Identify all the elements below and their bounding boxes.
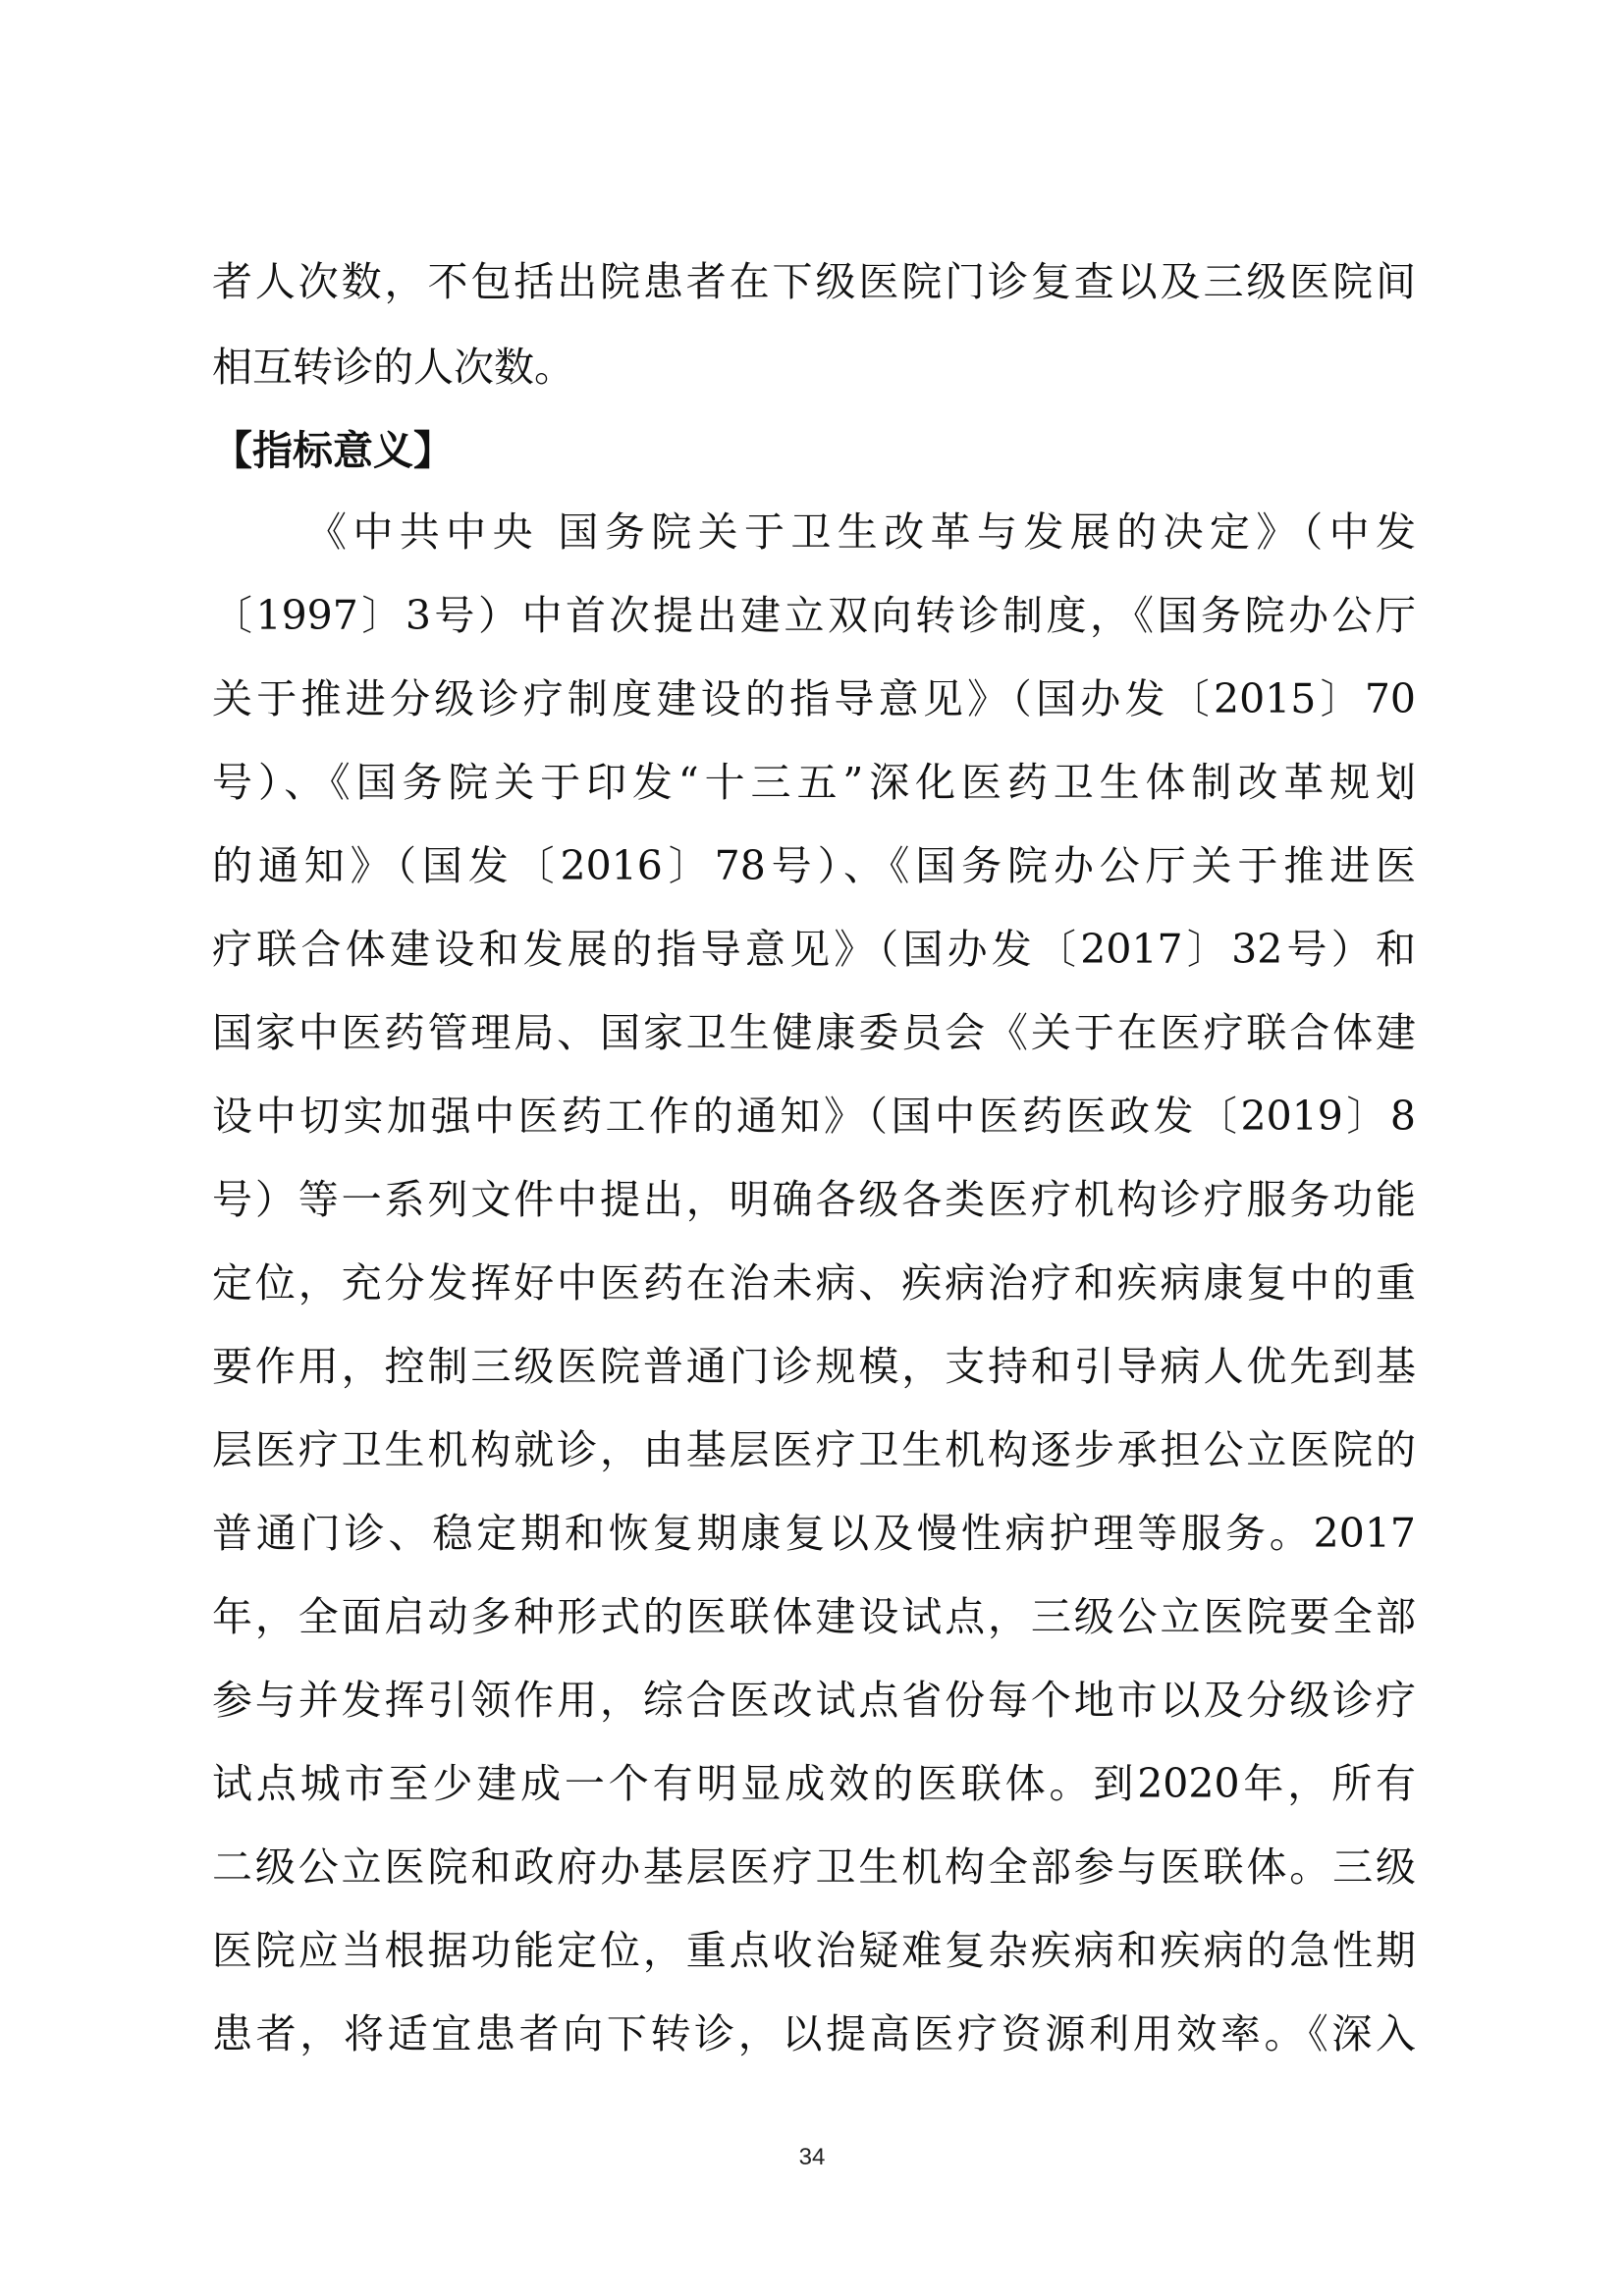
body-text-line: 者人次数，不包括出院患者在下级医院门诊复查以及三级医院间	[212, 258, 1416, 305]
body-text-line: 参与并发挥引领作用，综合医改试点省份每个地市以及分级诊疗	[212, 1677, 1416, 1724]
body-text-line: 相互转诊的人次数。	[212, 344, 574, 391]
body-text-line: 医院应当根据功能定位，重点收治疑难复杂疾病和疾病的急性期	[212, 1927, 1416, 1974]
body-text-line: 国家中医药管理局、国家卫生健康委员会《关于在医疗联合体建	[212, 1009, 1416, 1056]
body-text-line: 《中共中央 国务院关于卫生改革与发展的决定》（中发	[306, 508, 1416, 556]
body-text-line: 要作用，控制三级医院普通门诊规模，支持和引导病人优先到基	[212, 1343, 1416, 1390]
body-text-line: 设中切实加强中医药工作的通知》（国中医药医政发〔2019〕8	[212, 1093, 1416, 1140]
body-text-line: 的通知》（国发〔2016〕78号）、《国务院办公厅关于推进医	[212, 842, 1416, 889]
body-text-line: 二级公立医院和政府办基层医疗卫生机构全部参与医联体。三级	[212, 1843, 1416, 1891]
section-heading: 【指标意义】	[212, 427, 454, 474]
body-text-line: 关于推进分级诊疗制度建设的指导意见》（国办发〔2015〕70	[212, 675, 1416, 722]
body-text-line: 试点城市至少建成一个有明显成效的医联体。到2020年，所有	[212, 1760, 1416, 1807]
body-text-line: 定位，充分发挥好中医药在治未病、疾病治疗和疾病康复中的重	[212, 1259, 1416, 1307]
body-text-line: 患者，将适宜患者向下转诊，以提高医疗资源利用效率。《深入	[212, 2010, 1416, 2057]
body-text-line: 号）等一系列文件中提出，明确各级各类医疗机构诊疗服务功能	[212, 1176, 1416, 1223]
body-text-line: 〔1997〕3号）中首次提出建立双向转诊制度，《国务院办公厅	[212, 592, 1416, 639]
body-text-line: 年，全面启动多种形式的医联体建设试点，三级公立医院要全部	[212, 1593, 1416, 1640]
body-text-line: 号）、《国务院关于印发“十三五”深化医药卫生体制改革规划	[212, 759, 1416, 806]
page-number: 34	[798, 2144, 826, 2170]
body-text-line: 普通门诊、稳定期和恢复期康复以及慢性病护理等服务。2017	[212, 1510, 1416, 1557]
body-text-line: 层医疗卫生机构就诊，由基层医疗卫生机构逐步承担公立医院的	[212, 1426, 1416, 1473]
body-text-line: 疗联合体建设和发展的指导意见》（国办发〔2017〕32号）和	[212, 926, 1416, 973]
